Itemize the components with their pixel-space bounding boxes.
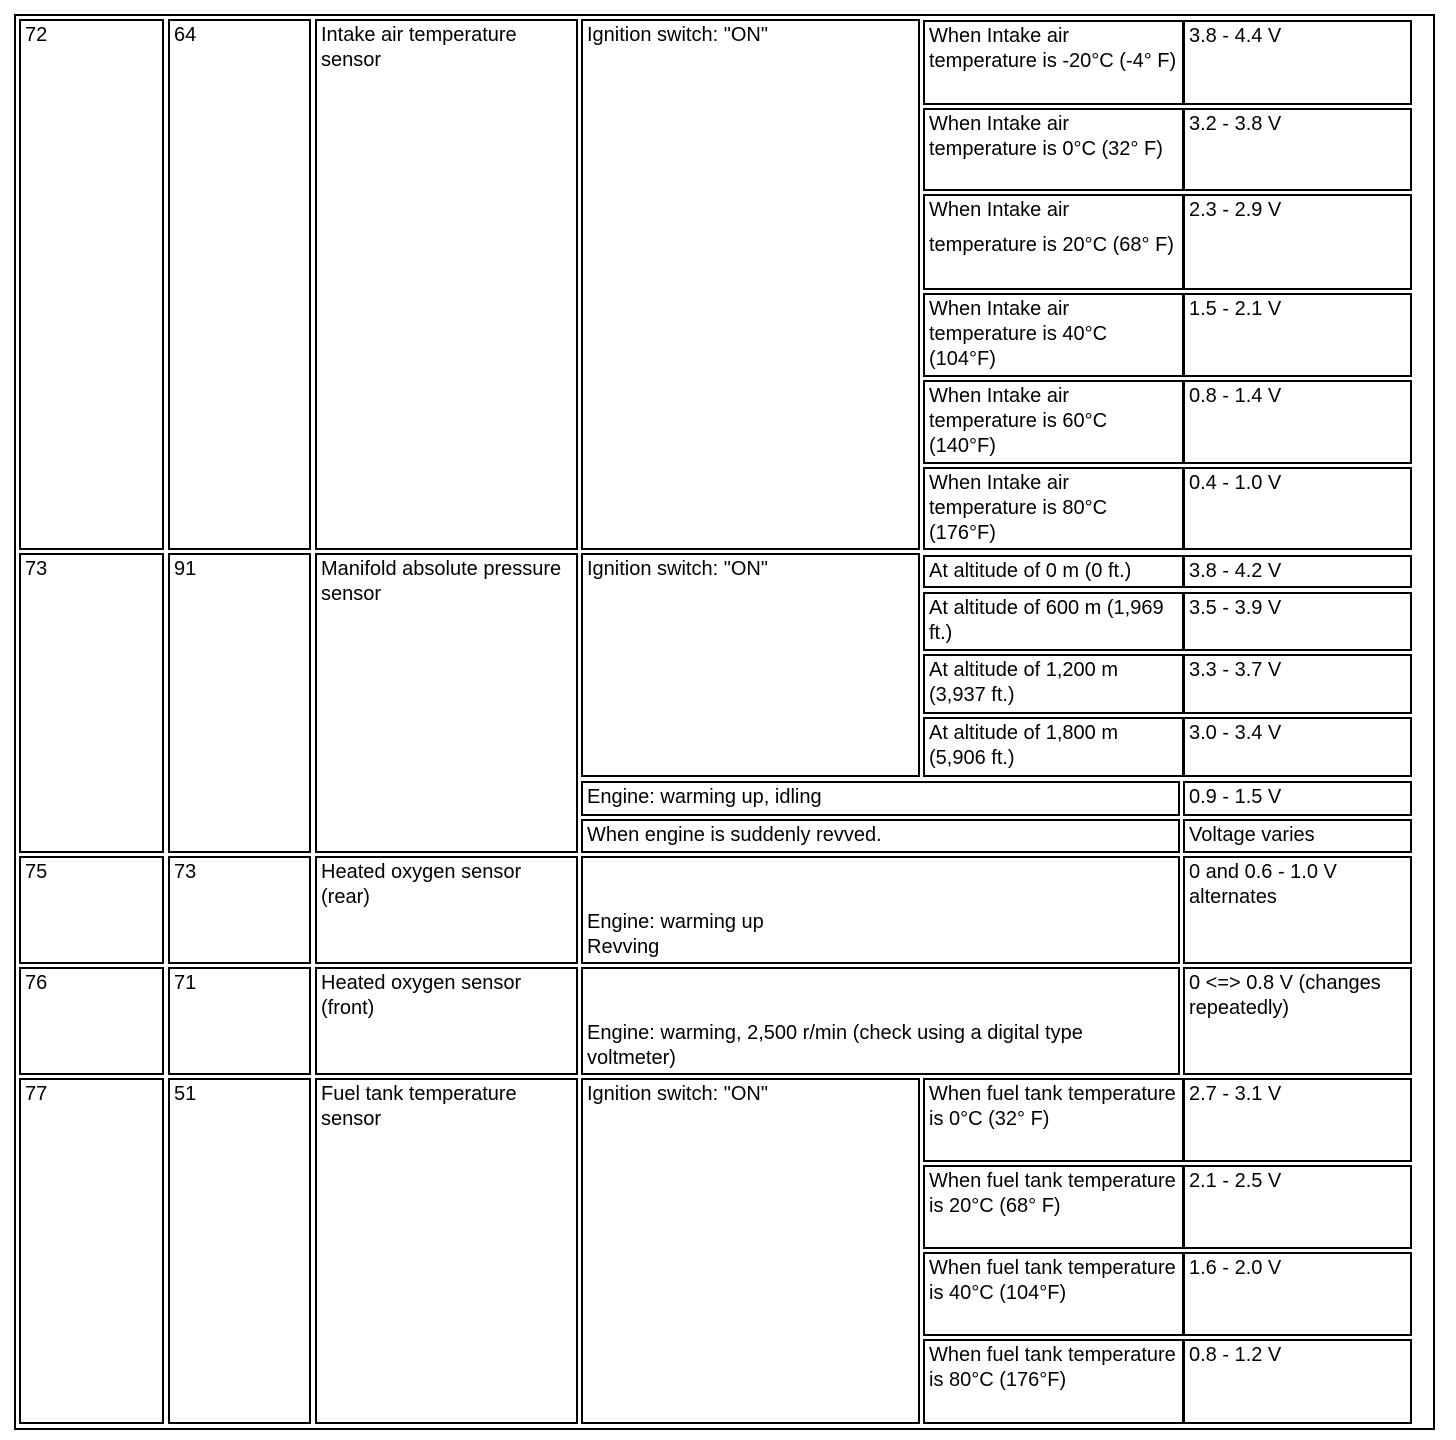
condition-cell — [581, 819, 1180, 853]
terminal-number: 75 — [25, 861, 48, 883]
condition-cell — [581, 967, 1180, 1075]
terminal-cell — [19, 1078, 164, 1424]
item-cell — [315, 856, 578, 964]
sub-condition-cell — [923, 717, 1184, 777]
sub-condition-text: When fuel tank temperature is 20°C (68° F) — [929, 1170, 1176, 1217]
ecm-terminal-number: 64 — [174, 24, 197, 46]
sub-condition-text: When Intake air — [929, 199, 1070, 221]
sub-condition-text: At altitude of 600 m (1,969 ft.) — [929, 597, 1164, 644]
item-cell — [315, 1078, 578, 1424]
terminal-number: 76 — [25, 972, 48, 994]
sub-condition-cell — [923, 108, 1184, 191]
voltage-value: 0.8 - 1.4 V — [1189, 385, 1282, 407]
condition-text: Ignition switch: "ON" — [587, 24, 768, 46]
condition-cell — [581, 1078, 920, 1424]
condition-text: Engine: warming up — [587, 911, 764, 933]
condition-cell — [581, 19, 920, 550]
sub-condition-cell — [923, 380, 1184, 464]
sub-condition-cell — [923, 654, 1184, 714]
sub-condition-cell — [923, 592, 1184, 651]
voltage-value: 0 <=> 0.8 V (changes repeatedly) — [1189, 972, 1381, 1019]
value-cell — [1183, 293, 1412, 377]
ecm-terminal-number: 51 — [174, 1083, 197, 1105]
condition-text: Ignition switch: "ON" — [587, 1083, 768, 1105]
voltage-value: 0 and 0.6 - 1.0 V alternates — [1189, 861, 1337, 908]
value-cell — [1183, 380, 1412, 464]
sub-condition-text: When Intake air temperature is 60°C (140°F) — [929, 385, 1108, 457]
item-cell — [315, 553, 578, 853]
sub-condition-cell — [923, 194, 1184, 290]
item-name: Heated oxygen sensor (front) — [321, 972, 522, 1019]
sub-condition-cell — [923, 467, 1184, 550]
voltage-value: Voltage varies — [1189, 824, 1315, 846]
sub-condition-text: When Intake air temperature is 0°C (32° F) — [929, 113, 1163, 160]
item-cell — [315, 19, 578, 550]
value-cell — [1183, 856, 1412, 964]
value-cell — [1183, 467, 1412, 550]
value-cell — [1183, 20, 1412, 105]
item-cell — [315, 967, 578, 1075]
value-cell — [1183, 1339, 1412, 1424]
voltage-value: 1.5 - 2.1 V — [1189, 298, 1282, 320]
value-cell — [1183, 1078, 1412, 1162]
item-name: Heated oxygen sensor (rear) — [321, 861, 522, 908]
condition-text: Engine: warming, 2,500 r/min (check using a digital type voltmeter) — [587, 1022, 1083, 1069]
voltage-value: 3.8 - 4.4 V — [1189, 25, 1282, 47]
terminal-cell — [19, 553, 164, 853]
item-name: Fuel tank temperature sensor — [321, 1083, 517, 1130]
terminal-cell — [19, 967, 164, 1075]
value-cell — [1183, 717, 1412, 777]
condition-cell — [581, 856, 1180, 964]
terminal-cell — [19, 19, 164, 550]
ecm-terminal-cell — [168, 967, 311, 1075]
voltage-value: 2.7 - 3.1 V — [1189, 1083, 1282, 1105]
condition-text: Engine: warming up, idling — [587, 786, 822, 808]
voltage-value: 3.8 - 4.2 V — [1189, 560, 1282, 582]
terminal-number: 72 — [25, 24, 48, 46]
sub-condition-text: When fuel tank temperature is 0°C (32° F) — [929, 1083, 1176, 1130]
voltage-value: 3.2 - 3.8 V — [1189, 113, 1282, 135]
condition-text: Ignition switch: "ON" — [587, 558, 768, 580]
voltage-value: 1.6 - 2.0 V — [1189, 1257, 1282, 1279]
voltage-value: 0.4 - 1.0 V — [1189, 472, 1282, 494]
sub-condition-cell — [923, 1165, 1184, 1249]
value-cell — [1183, 654, 1412, 714]
ecm-terminal-cell — [168, 19, 311, 550]
terminal-number: 77 — [25, 1083, 48, 1105]
ecm-terminal-number: 73 — [174, 861, 197, 883]
sub-condition-text: When Intake air temperature is 40°C (104°F) — [929, 298, 1108, 370]
value-cell — [1183, 967, 1412, 1075]
ecm-terminal-cell — [168, 553, 311, 853]
sub-condition-cell — [923, 1339, 1184, 1424]
sub-condition-text: When Intake air temperature is 80°C (176°F) — [929, 472, 1108, 544]
voltage-value: 0.9 - 1.5 V — [1189, 786, 1282, 808]
sub-condition-cell — [923, 20, 1184, 105]
condition-text: Revving — [587, 936, 660, 958]
ecm-terminal-number: 91 — [174, 558, 197, 580]
terminal-cell — [19, 856, 164, 964]
sub-condition-text: At altitude of 1,200 m (3,937 ft.) — [929, 659, 1119, 706]
value-cell — [1183, 555, 1412, 588]
terminal-number: 73 — [25, 558, 48, 580]
value-cell — [1183, 781, 1412, 816]
voltage-value: 2.3 - 2.9 V — [1189, 199, 1282, 221]
voltage-value: 3.0 - 3.4 V — [1189, 722, 1282, 744]
sub-condition-text: When fuel tank temperature is 40°C (104°F) — [929, 1257, 1176, 1304]
sub-condition-text: At altitude of 1,800 m (5,906 ft.) — [929, 722, 1119, 769]
ecm-terminal-number: 71 — [174, 972, 197, 994]
sub-condition-cell — [923, 1252, 1184, 1336]
value-cell — [1183, 819, 1412, 853]
sub-condition-text: When fuel tank temperature is 80°C (176°F) — [929, 1344, 1176, 1391]
sub-condition-text: At altitude of 0 m (0 ft.) — [929, 560, 1132, 582]
condition-cell — [581, 553, 920, 777]
ecm-terminal-cell — [168, 1078, 311, 1424]
sub-condition-cell — [923, 1078, 1184, 1162]
sub-condition-cell — [923, 293, 1184, 377]
sub-condition-cell — [923, 555, 1184, 588]
condition-text: When engine is suddenly revved. — [587, 824, 882, 846]
item-name: Manifold absolute pressure sensor — [321, 558, 562, 605]
value-cell — [1183, 1165, 1412, 1249]
voltage-value: 3.5 - 3.9 V — [1189, 597, 1282, 619]
ecm-terminal-cell — [168, 856, 311, 964]
value-cell — [1183, 108, 1412, 191]
sub-condition-text: temperature is 20°C (68° F) — [929, 234, 1174, 256]
value-cell — [1183, 1252, 1412, 1336]
voltage-value: 0.8 - 1.2 V — [1189, 1344, 1282, 1366]
value-cell — [1183, 194, 1412, 290]
voltage-value: 3.3 - 3.7 V — [1189, 659, 1282, 681]
sub-condition-text: When Intake air temperature is -20°C (-4° F) — [929, 25, 1177, 72]
value-cell — [1183, 592, 1412, 651]
condition-cell — [581, 781, 1180, 816]
voltage-value: 2.1 - 2.5 V — [1189, 1170, 1282, 1192]
item-name: Intake air temperature sensor — [321, 24, 517, 71]
